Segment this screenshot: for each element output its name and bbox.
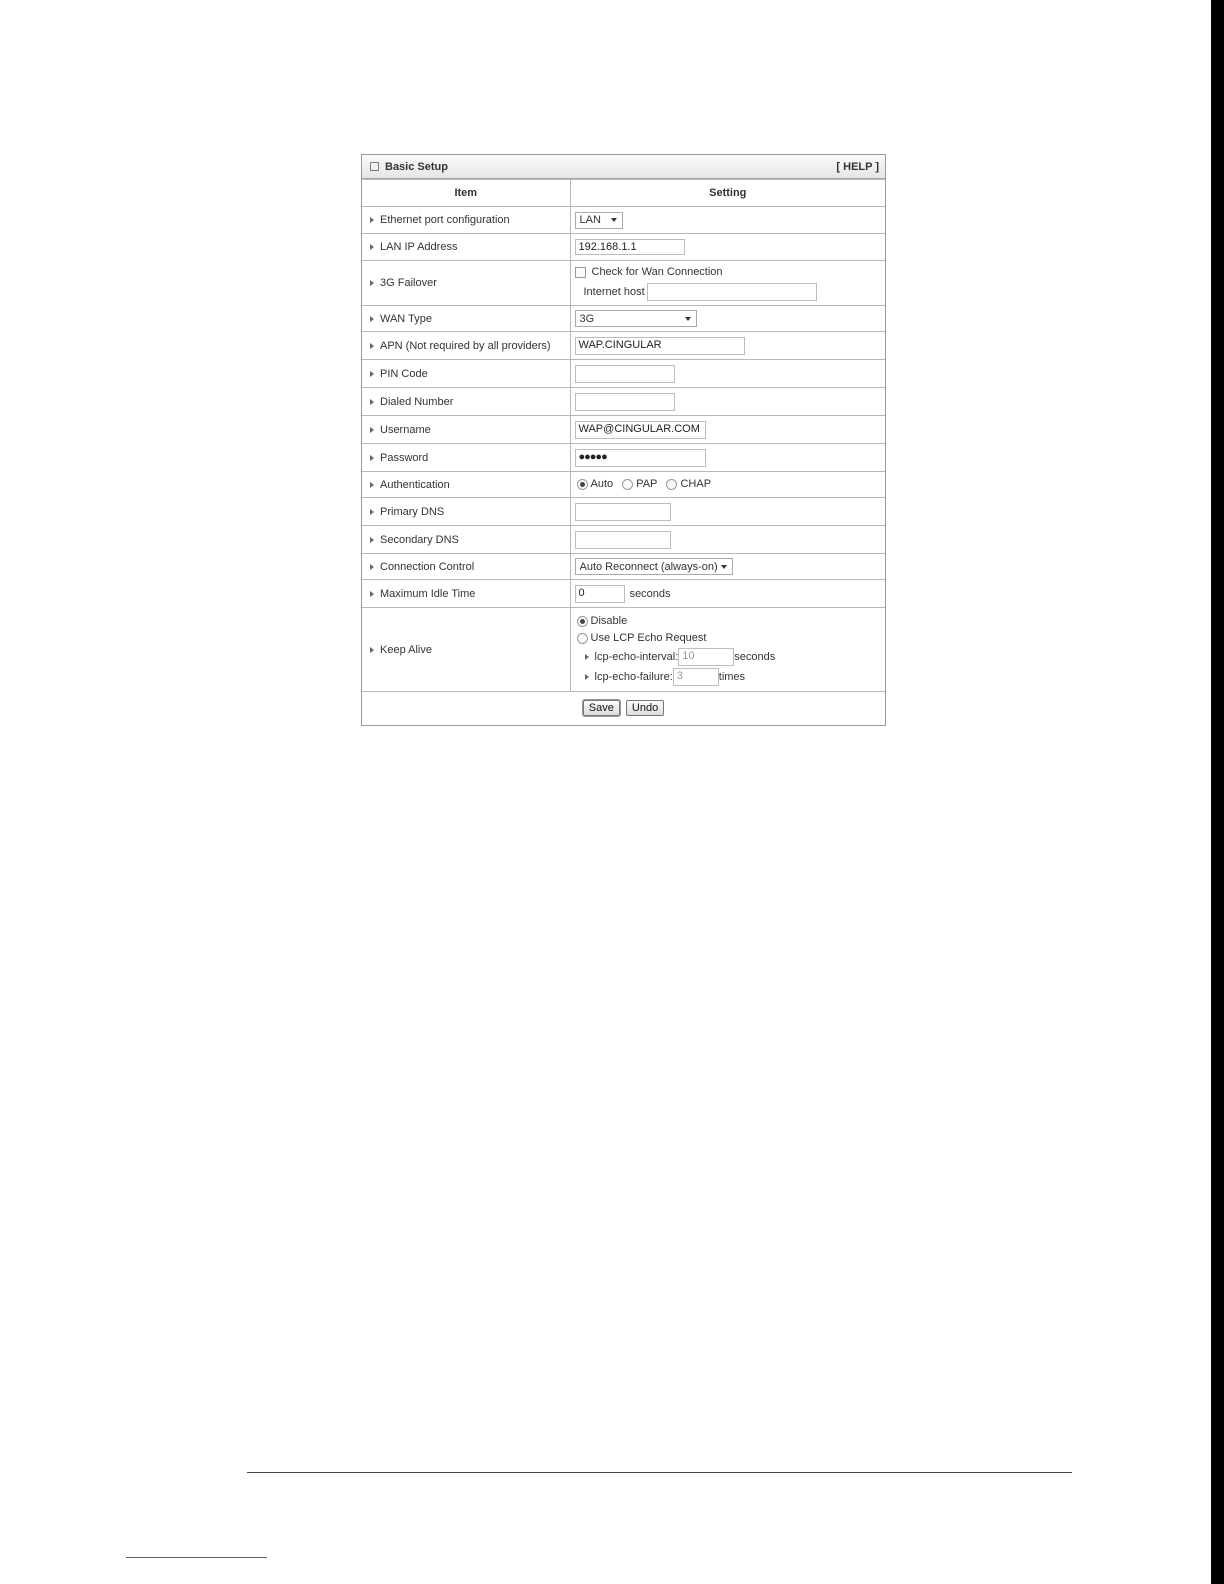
row-3g-failover [362,261,885,306]
save-button[interactable]: Save [583,700,620,716]
bullet-arrow-icon [370,537,374,543]
keepalive-lcp-radio[interactable] [577,633,588,644]
row-buttons [362,692,885,725]
row-max-idle-time [362,580,885,608]
auth-chap-radio[interactable] [666,479,677,490]
row-primary-dns [362,498,885,526]
password-input[interactable]: ●●●●● [575,449,706,467]
bullet-arrow-icon [370,427,374,433]
lcp-failure-unit: times [718,670,746,683]
column-header-item: Item [362,180,570,207]
connection-control-select[interactable]: Auto Reconnect (always-on) [575,558,733,575]
chevron-down-icon [611,218,617,222]
row-username [362,416,885,444]
basic-setup-panel [361,154,886,726]
bullet-arrow-icon [370,371,374,377]
row-secondary-dns [362,526,885,554]
bullet-arrow-icon [370,244,374,250]
keepalive-lcp-label: Use LCP Echo Request [590,632,707,644]
bullet-arrow-icon [370,482,374,488]
bullet-arrow-icon [370,217,374,223]
row-label: Secondary DNS [380,533,459,546]
footer-link-underline [126,1557,267,1558]
bullet-arrow-icon [370,316,374,322]
collapse-icon[interactable] [370,162,379,171]
row-label: Username [380,423,431,436]
page-edge-bar [1211,0,1224,1584]
lcp-interval-input[interactable]: 10 [678,648,734,666]
footer-divider [247,1472,1072,1473]
pin-code-input[interactable] [575,365,675,383]
ethernet-port-select[interactable]: LAN [575,212,623,229]
lcp-interval-label: lcp-echo-interval: [594,650,679,663]
row-ethernet [362,207,885,234]
row-lan-ip [362,234,885,261]
chevron-down-icon [685,317,691,321]
auth-pap-label: PAP [636,478,658,491]
internet-host-input[interactable] [647,283,817,301]
auth-chap-label: CHAP [680,478,712,491]
username-input[interactable]: WAP@CINGULAR.COM [575,421,706,439]
auth-auto-radio[interactable] [577,479,588,490]
row-label: Maximum Idle Time [380,587,476,600]
auth-pap-radio[interactable] [622,479,633,490]
row-connection-control [362,554,885,580]
row-keep-alive [362,608,885,692]
auth-auto-label: Auto [590,478,614,491]
row-apn [362,332,885,360]
bullet-arrow-icon [370,509,374,515]
bullet-arrow-icon [370,343,374,349]
wan-type-select[interactable]: 3G [575,310,697,327]
idle-time-input[interactable]: 0 [575,585,625,603]
row-label: Ethernet port configuration [380,214,510,226]
wan-check-checkbox[interactable] [575,267,586,278]
help-link[interactable]: [ HELP ] [836,160,879,173]
bullet-arrow-icon [370,399,374,405]
row-label: Primary DNS [380,505,445,518]
undo-button[interactable]: Undo [626,700,664,716]
primary-dns-input[interactable] [575,503,671,521]
panel-header [362,155,885,179]
row-label: APN (Not required by all providers) [380,339,551,352]
row-pin [362,360,885,388]
row-authentication [362,472,885,498]
column-header-setting: Setting [570,180,885,207]
keepalive-disable-radio[interactable] [577,616,588,627]
chevron-down-icon [721,565,727,569]
row-label: Dialed Number [380,395,454,408]
row-label: PIN Code [380,367,428,380]
bullet-arrow-icon [370,455,374,461]
apn-input[interactable]: WAP.CINGULAR [575,337,745,355]
row-password [362,444,885,472]
bullet-arrow-icon [585,654,589,660]
dialed-number-input[interactable] [575,393,675,411]
row-label: Authentication [380,478,450,491]
row-label: Password [380,451,429,464]
row-wan-type [362,306,885,332]
row-dialed-number [362,388,885,416]
row-label: Keep Alive [380,643,432,656]
bullet-arrow-icon [370,591,374,597]
lcp-failure-label: lcp-echo-failure: [594,670,673,683]
keepalive-disable-label: Disable [590,615,628,627]
lan-ip-input[interactable]: 192.168.1.1 [575,239,685,255]
row-label: LAN IP Address [380,241,458,253]
bullet-arrow-icon [370,647,374,653]
row-label: Connection Control [380,560,475,573]
row-label: WAN Type [380,312,432,325]
row-label: 3G Failover [380,277,437,289]
internet-host-label: Internet host [583,286,645,298]
lcp-interval-unit: seconds [734,650,776,663]
bullet-arrow-icon [370,564,374,570]
secondary-dns-input[interactable] [575,531,671,549]
panel-title: Basic Setup [385,160,448,173]
bullet-arrow-icon [370,280,374,286]
idle-time-unit: seconds [629,587,671,600]
settings-table [362,179,885,725]
wan-check-label: Check for Wan Connection [591,266,723,278]
lcp-failure-input[interactable]: 3 [673,668,719,686]
bullet-arrow-icon [585,674,589,680]
